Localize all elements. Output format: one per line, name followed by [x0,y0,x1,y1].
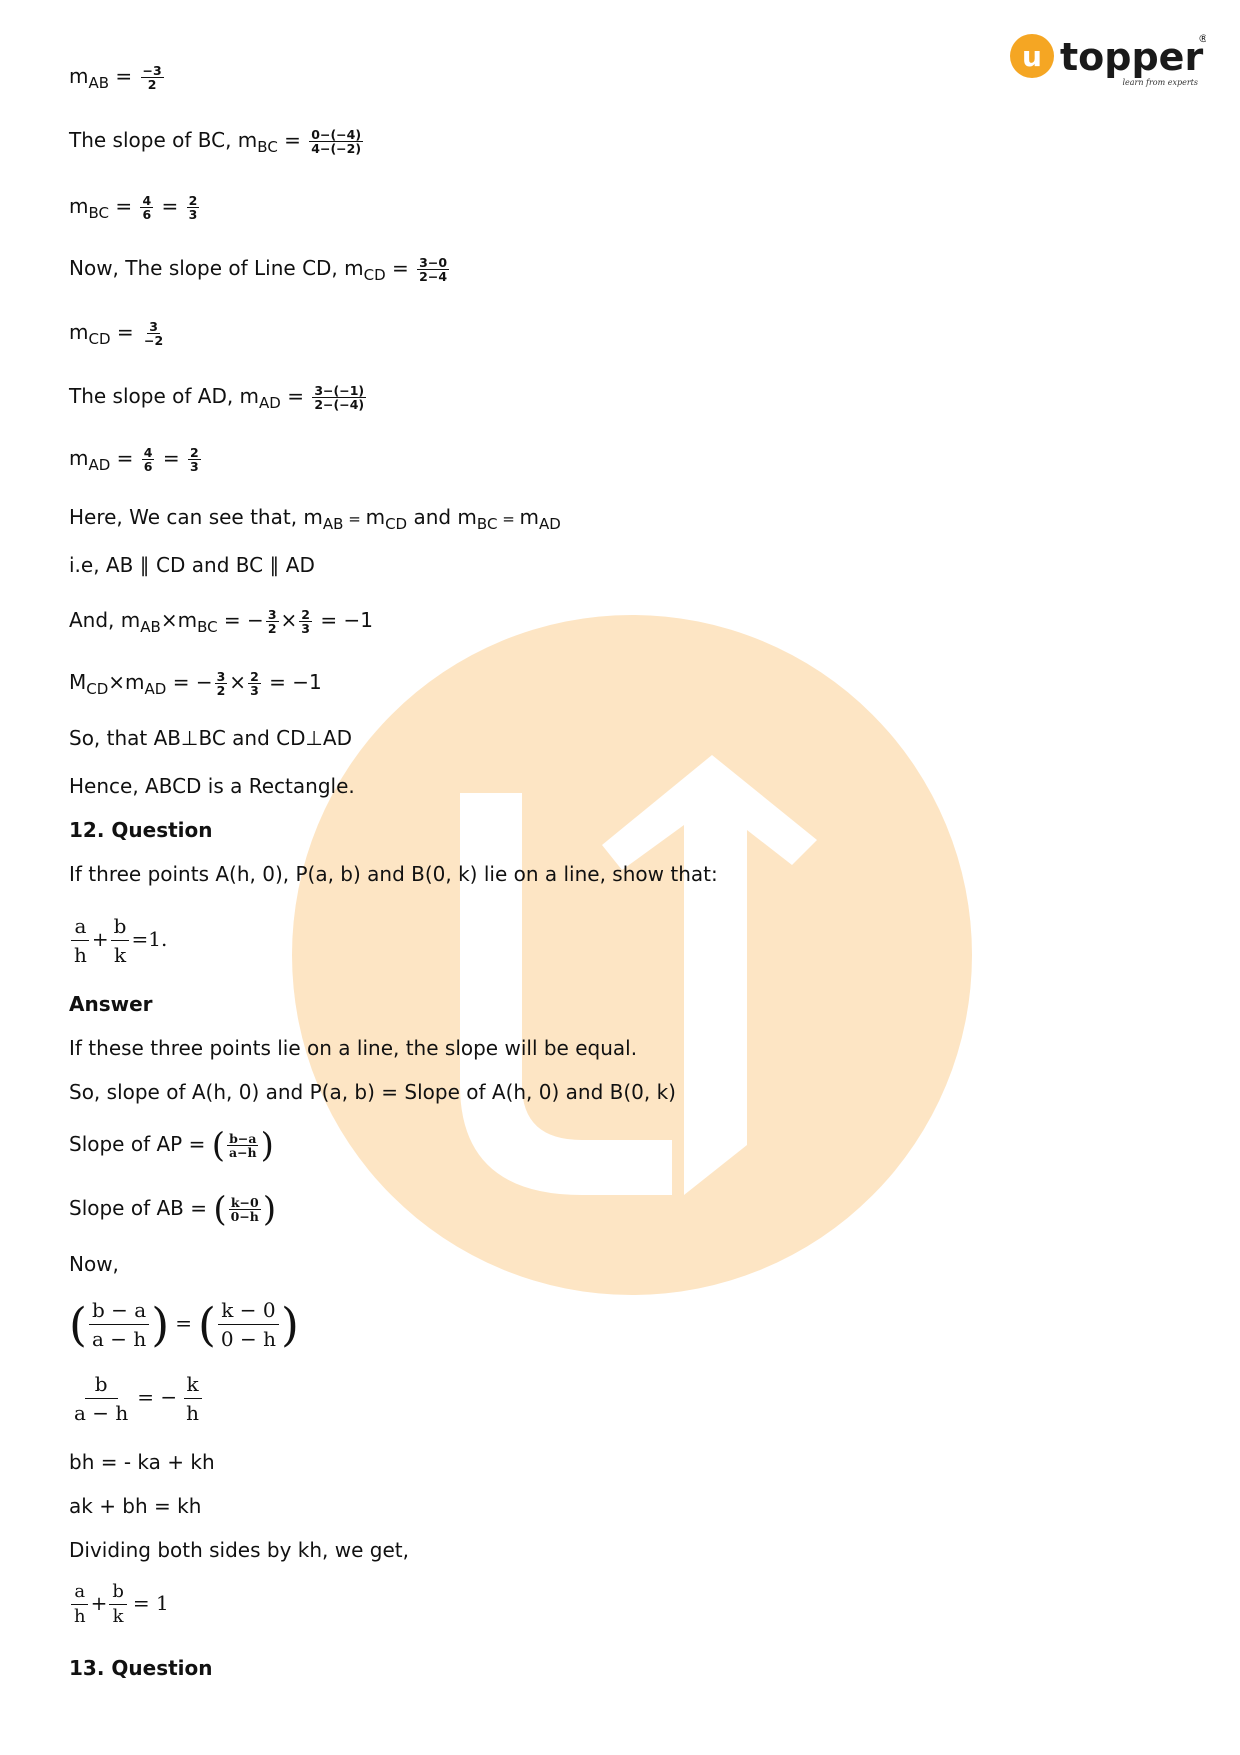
eq-m-bc: $m_{BC}$ = $\frac{4}{6}$ = $\frac{2}{3}$ [69,193,198,222]
dividing-line: Dividing both sides by kh, we get, [69,1538,409,1562]
final-equation: $\frac{a}{h}$ + $\frac{b}{k}$ = 1 [69,1580,169,1629]
conclusion-line: Hence, ABCD is a Rectangle. [69,774,355,798]
watermark-logo [292,615,972,1295]
logo-tagline: learn from experts [1122,78,1198,87]
product-cd-ad-line: $M_{CD}\times m_{AD}$ = − $\frac{3}{2}$ × $\frac{2}{3}$ = −1 [69,669,322,698]
parallel-line: i.e, AB ∥ CD and BC ∥ AD [69,553,315,577]
registered-mark: ® [1198,32,1206,45]
answer-line-2: So, slope of A(h, 0) and P(a, b) = Slope of A(h, 0) and B(0, k) [69,1080,676,1104]
eq-m-ab: $m_{AB}$ = $\frac{-3}{2}$ [69,63,162,92]
answer-line-1: If these three points lie on a line, the slope will be equal. [69,1036,638,1060]
logo-text: topper [1060,35,1204,79]
eq-m-cd: $m_{CD}$ = $\frac{3}{-2}$ [69,319,164,348]
question-12-heading: 12. Question [69,818,213,842]
eq-m-ad: $m_{AD}$ = $\frac{4}{6}$ = $\frac{2}{3}$ [69,445,199,474]
equal-slopes-line: Here, We can see that, $m_{AB} = m_{CD}$ and $m_{BC} = m_{AD}$ [69,505,561,533]
slope-bc-line: The slope of BC, $m_{BC}$ = $\frac{0-(-4)}{4-(-2)}$ [69,127,362,156]
question-12-equation: $\frac{a}{h}$ + $\frac{b}{k}$ =1. [69,912,167,969]
simplified-equation: $\frac{b}{a - h}$ = − $\frac{k}{h}$ [69,1370,204,1427]
slope-ad-line: The slope of AD, $m_{AD}$ = $\frac{3-(-1)}{2-(-4)}$ [69,383,365,412]
topper-logo-icon [1008,30,1206,90]
now-line: Now, [69,1252,119,1276]
answer-heading: Answer [69,992,153,1016]
question-12-text: If three points A(h, 0), P(a, b) and B(0, k) lie on a line, show that: [69,862,718,886]
slope-ap-line: Slope of AP = ( $\frac{b-a}{a-h}$ ) [69,1125,274,1166]
question-13-heading: 13. Question [69,1656,213,1680]
slope-ab-line: Slope of AB = ( $\frac{k-0}{0-h}$ ) [69,1189,277,1230]
equation-bh: bh = - ka + kh [69,1450,215,1474]
product-ab-bc-line: And, $m_{AB}\times m_{BC}$ = − $\frac{3}{2}$ × $\frac{2}{3}$ = −1 [69,607,373,636]
logo-letter: u [1022,40,1042,73]
brand-logo [1008,30,1206,90]
perpendicular-line: So, that AB⊥BC and CD⊥AD [69,726,352,750]
equation-ak-bh: ak + bh = kh [69,1494,202,1518]
slope-cd-line: Now, The slope of Line CD, $m_{CD}$ = $\frac{3-0}{2-4}$ [69,255,448,284]
slopes-equal-equation: ( $\frac{b - a}{a - h}$ ) = ( $\frac{k - 0}{0 - h}$ ) [69,1297,299,1352]
